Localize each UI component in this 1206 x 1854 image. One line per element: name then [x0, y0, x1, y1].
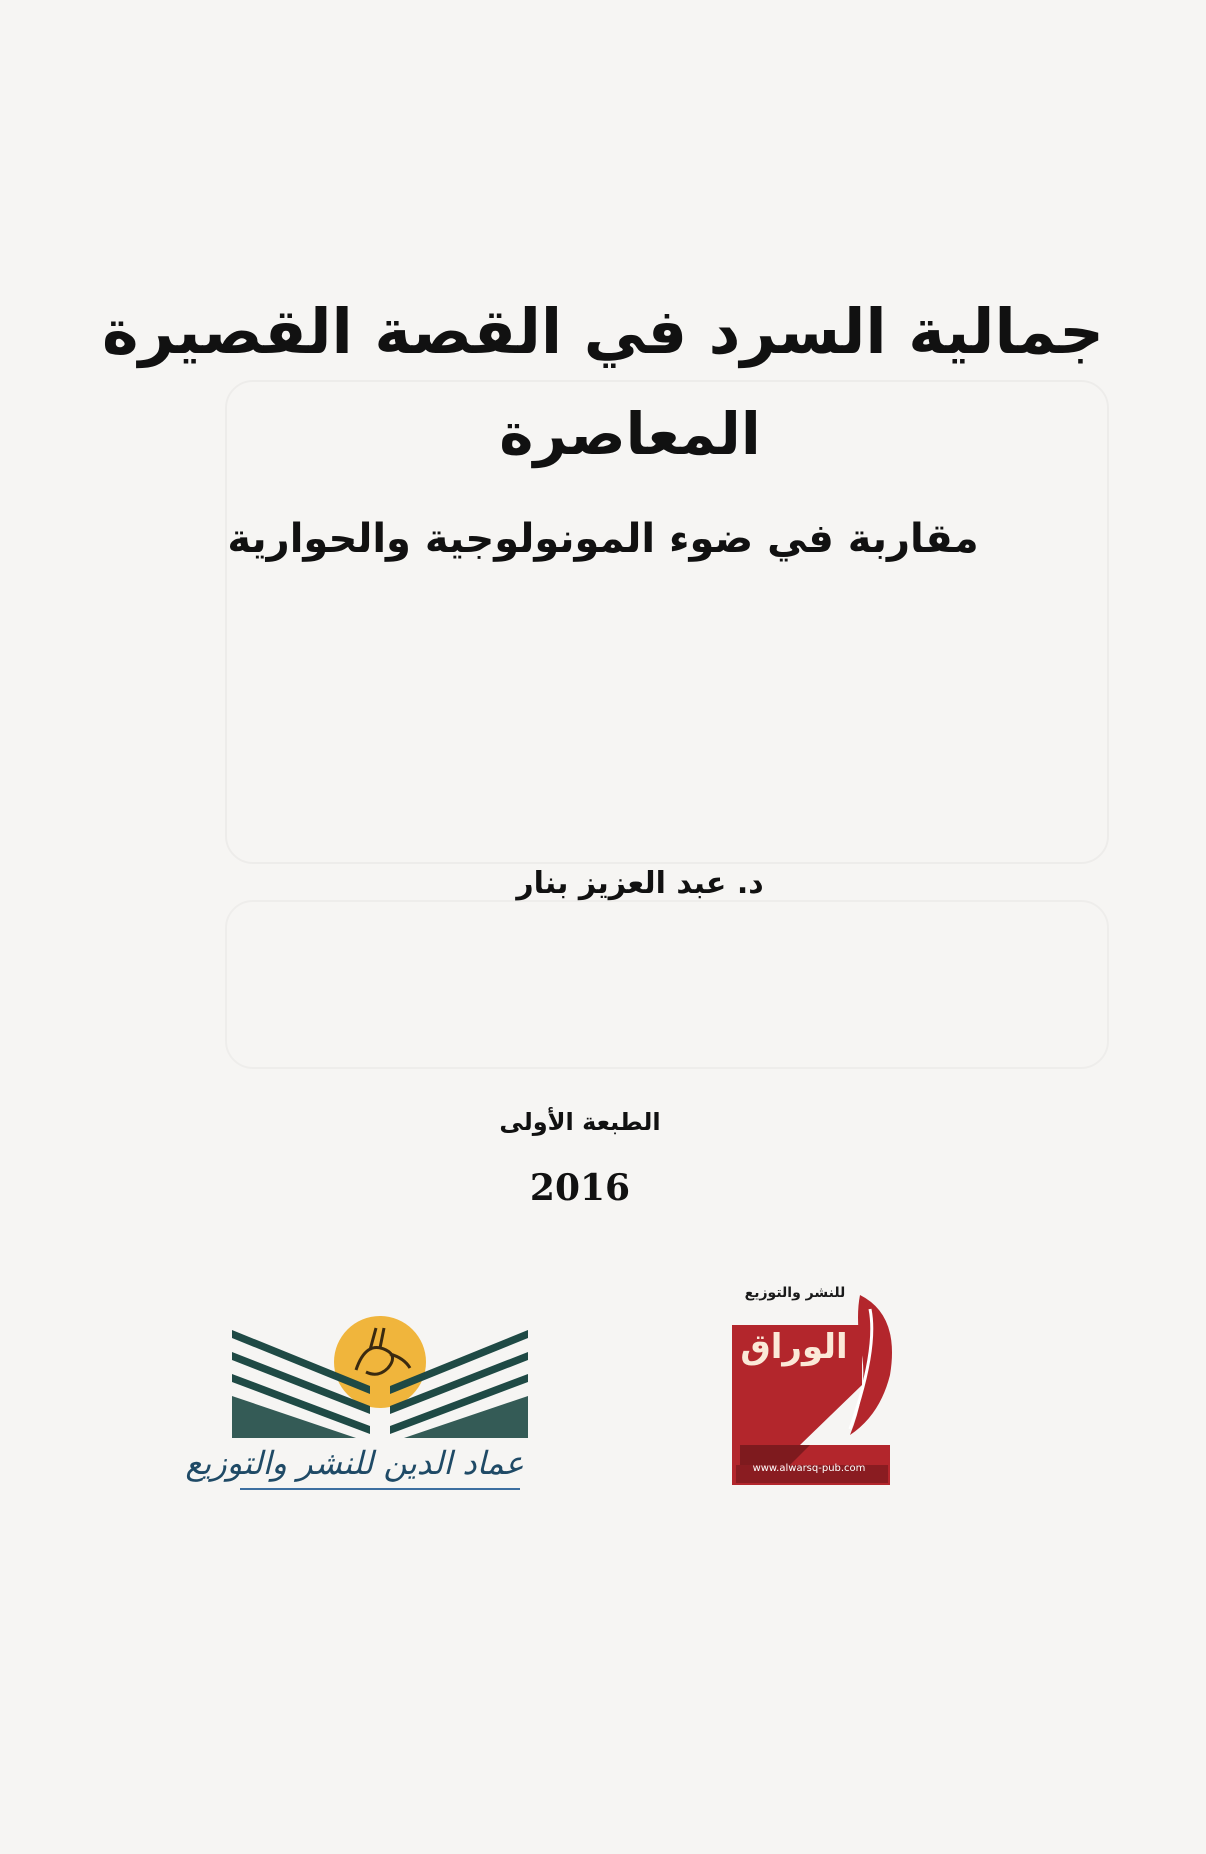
left-publisher-name: عماد الدين للنشر والتوزيع [185, 1444, 524, 1482]
right-publisher-tagline: للنشر والتوزيع [744, 1285, 846, 1301]
left-publisher-underline [240, 1488, 520, 1490]
bleed-through-frame-lower [225, 900, 1109, 1069]
edition-label: الطبعة الأولى [499, 1108, 661, 1136]
al-warraq-publisher-logo [720, 1285, 910, 1495]
imad-al-din-publisher-logo [185, 1310, 530, 1500]
publication-year: 2016 [529, 1167, 631, 1209]
book-title-line-1: جمالية السرد في القصة القصيرة [102, 295, 1104, 368]
right-publisher-url: www.alwarsq-pub.com [752, 1463, 866, 1474]
author-name: د. عبد العزيز بنار [516, 866, 764, 901]
book-subtitle: مقاربة في ضوء المونولوجية والحوارية [227, 516, 979, 562]
right-publisher-name: الوراق [740, 1327, 848, 1367]
open-book-sun-tughra-icon [230, 1310, 530, 1440]
book-title-line-2: المعاصرة [499, 400, 761, 468]
